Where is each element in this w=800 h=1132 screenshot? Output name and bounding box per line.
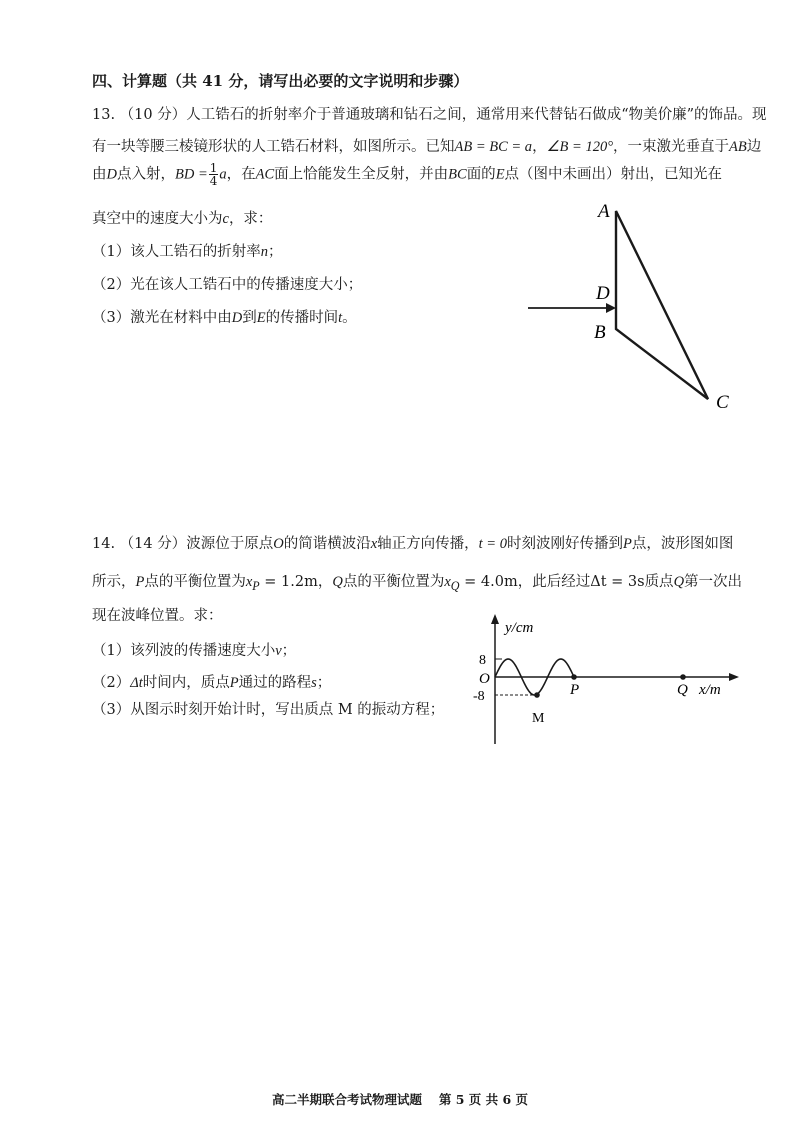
q14-formula: Q — [332, 574, 343, 590]
q14-formula: P — [229, 675, 239, 691]
q13-formula: ∠B = 120° — [546, 139, 614, 155]
q14-text: ； — [281, 643, 297, 659]
page-footer: 高二半期联合考试物理试题 第 5 页 共 6 页 — [271, 1092, 528, 1107]
q13-text: 点入射， — [116, 166, 175, 183]
q13-formula: a — [219, 166, 227, 183]
q14-text: 现在波峰位置。求： — [92, 608, 223, 624]
q14-text: （3）从图示时刻开始计时，写出质点 M 的振动方程； — [92, 702, 445, 718]
q13-subquestion-3 — [92, 306, 357, 327]
q14-formula: P — [135, 574, 145, 590]
q14-formula: Δt — [130, 675, 143, 691]
q14-text: 所示， — [92, 574, 136, 590]
q14-formula: t = 0 — [478, 536, 507, 552]
vertex-a-label: A — [598, 201, 610, 222]
q13-text: 。 — [342, 310, 357, 326]
q13-text: 点（图中未画出）射出，已知光在 — [504, 166, 723, 183]
q13-text: 真空中的速度大小为 — [92, 211, 223, 227]
q14-subscript: Q — [450, 578, 460, 593]
q14-formula: Δt = 3s — [590, 574, 645, 590]
q14-formula: P — [622, 536, 632, 552]
q14-formula: Q — [673, 574, 685, 590]
q14-formula: O — [273, 536, 284, 552]
q13-line-2 — [92, 135, 761, 156]
q13-subquestion-2 — [92, 273, 362, 294]
point-d-label: D — [596, 283, 610, 304]
q14-text: ， — [317, 574, 333, 590]
tick-label-positive: 8 — [479, 653, 486, 668]
section-note: （共 41 分，请写出必要的文字说明和步骤） — [167, 72, 469, 90]
q13-line-3 — [92, 162, 722, 187]
q14-line-1 — [92, 532, 733, 553]
q14-formula: x — [370, 536, 378, 552]
q13-formula: E — [495, 166, 505, 183]
q13-formula: t — [338, 310, 343, 326]
q14-text: ，此后经过 — [517, 574, 591, 590]
q14-text: 质点 — [644, 574, 674, 590]
section-title — [92, 70, 468, 91]
q13-subquestion-1 — [92, 240, 282, 261]
q13-text: 边 — [746, 139, 762, 155]
q13-text: 面上恰能发生全反射，并由 — [274, 166, 449, 183]
q13-text: 有一块等腰三棱镜形状的人工锆石材料，如图所示。已知 — [92, 139, 455, 155]
x-axis-arrow-icon — [729, 673, 739, 681]
q13-formula: AB = BC = a — [454, 139, 533, 155]
point-q-marker — [680, 674, 686, 680]
q13-formula: E — [256, 310, 266, 326]
q13-text: （1）该人工锆石的折射率 — [92, 244, 261, 260]
origin-label: O — [479, 671, 490, 687]
q14-text: 第一次出 — [684, 574, 743, 590]
q14-formula: = 4.0m — [459, 574, 518, 590]
q13-text: ； — [267, 244, 283, 260]
vertex-b-label: B — [594, 322, 606, 343]
q14-text: 时刻波刚好传播到 — [506, 536, 623, 552]
prism-figure — [520, 195, 750, 420]
q14-formula: s — [311, 675, 317, 691]
q13-text: （2）光在该人工锆石中的传播速度大小； — [92, 277, 363, 293]
q13-formula: BC — [448, 166, 467, 183]
q14-formula: x — [245, 574, 253, 590]
q13-text: （3）激光在材料中由 — [92, 310, 232, 326]
vertex-c-label: C — [716, 392, 729, 413]
y-axis-label: y/cm — [505, 620, 534, 636]
prism-triangle — [616, 211, 708, 399]
q13-formula: D — [231, 310, 243, 326]
q13-formula: AB — [729, 139, 747, 155]
laser-arrow-icon — [606, 303, 616, 313]
q13-formula: D — [106, 166, 117, 183]
fraction-denominator: 4 — [209, 174, 218, 188]
point-m-label: M — [532, 711, 545, 726]
q14-subquestion-1 — [92, 639, 296, 660]
y-axis-arrow-icon — [491, 614, 499, 624]
point-p-label: P — [570, 682, 580, 698]
q14-subscript: P — [252, 578, 260, 593]
q13-formula: BD = — [174, 166, 208, 183]
q14-text: 点的平衡位置为 — [342, 574, 445, 590]
q13-text: 到 — [242, 310, 257, 326]
point-q-label: Q — [677, 682, 688, 698]
q13-text: 13. （10 分）人工锆石的折射率介于普通玻璃和钻石之间，通常用来代替钻石做成“物美价廉”的饰品。现 — [92, 107, 767, 123]
q14-formula: = 1.2m — [259, 574, 318, 590]
q14-text: 时间内，质点 — [142, 675, 230, 691]
q13-formula: c — [222, 211, 229, 227]
x-axis-label: x/m — [699, 682, 721, 698]
q14-line-2 — [92, 570, 742, 594]
q13-text: 的传播时间 — [265, 310, 339, 326]
q14-subquestion-3 — [92, 698, 444, 719]
q14-text: 的简谐横波沿 — [283, 536, 371, 552]
q14-text: 14. （14 分）波源位于原点 — [92, 536, 274, 552]
q13-formula: AC — [255, 166, 275, 183]
q13-text: ， — [532, 139, 547, 155]
point-m-marker — [534, 692, 540, 698]
q14-text: 通过的路程 — [238, 675, 312, 691]
fraction-numerator: 1 — [209, 161, 218, 175]
q14-line-3 — [92, 604, 223, 625]
point-p-marker — [571, 674, 577, 680]
section-title-text: 四、计算题 — [92, 72, 168, 90]
q13-text: ，在 — [226, 166, 256, 183]
q14-subquestion-2 — [92, 671, 331, 692]
q14-text: （2） — [92, 675, 131, 691]
q13-line-4 — [92, 207, 272, 228]
tick-label-negative: -8 — [473, 689, 485, 704]
q14-formula: v — [275, 643, 282, 659]
q14-text: 点的平衡位置为 — [144, 574, 246, 590]
q14-text: （1）该列波的传播速度大小 — [92, 643, 276, 659]
q13-text: 面的 — [466, 166, 496, 183]
q13-line-1 — [92, 103, 767, 124]
q14-text: 点，波形图如图 — [631, 536, 734, 552]
q13-text: ，求： — [228, 211, 273, 227]
q14-text: ； — [316, 675, 332, 691]
q14-formula: x — [444, 574, 451, 590]
fraction-quarter — [209, 162, 219, 187]
q13-formula: n — [260, 244, 268, 260]
q14-text: 轴正方向传播， — [377, 536, 479, 552]
q13-text: ，一束激光垂直于 — [613, 139, 730, 155]
wave-graph — [465, 610, 750, 750]
q13-text: 由 — [92, 166, 107, 183]
